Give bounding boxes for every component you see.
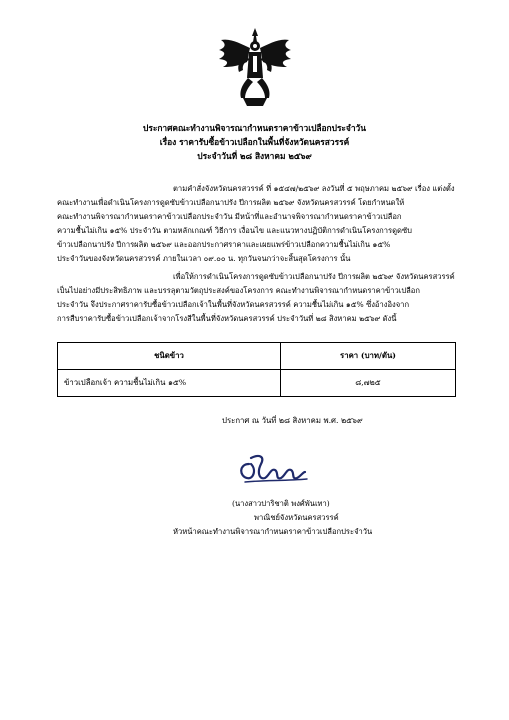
document-title: ประกาศคณะทำงานพิจารณากำหนดราคาข้าวเปลือกประจำวัน	[143, 123, 366, 133]
header-rice-type: ชนิดข้าว	[58, 343, 281, 370]
paragraph-line: ประจำวันของจังหวัดนครสวรรค์ ภายในเวลา ๐๙.๐๐ น. ทุกวันจนกว่าจะสิ้นสุดโครงการ นั้น	[57, 254, 351, 263]
paragraph-reference	[57, 182, 457, 266]
price-table	[57, 342, 456, 397]
paragraph-line: ตามคำสั่งจังหวัดนครสวรรค์ ที่ ๑๕๔๗/๒๕๖๙ ลงวันที่ ๕ พฤษภาคม ๒๕๖๙ เรื่อง แต่งตั้ง	[173, 184, 455, 193]
header-price: ราคา (บาท/ตัน)	[281, 343, 456, 370]
paragraph-line: เป็นไปอย่างมีประสิทธิภาพ และบรรลุตามวัตถุประสงค์ของโครงการ คณะทำงานพิจารณากำหนดราคาข้าวเปลือก	[57, 286, 420, 295]
signer-name: (นางสาวปาริชาติ พงศ์พันเทา)	[232, 499, 330, 508]
cell-rice-type: ข้าวเปลือกเจ้า ความชื้นไม่เกิน ๑๕%	[58, 370, 281, 397]
announcement-date: ประกาศ ณ วันที่ ๒๘ สิงหาคม พ.ศ. ๒๕๖๙	[222, 416, 363, 425]
table-row	[58, 370, 456, 397]
paragraph-announcement	[57, 270, 457, 326]
document-date: ประจำวันที่ ๒๘ สิงหาคม ๒๕๖๙	[197, 151, 312, 161]
paragraph-line: การสืบราคารับซื้อข้าวเปลือกเจ้าจากโรงสีในพื้นที่จังหวัดนครสวรรค์ ประจำวันที่ ๒๘ สิงหาคม ๒๕๖๙ ดังนี้	[57, 314, 397, 323]
document-subject: เรื่อง ราคารับซื้อข้าวเปลือกในพื้นที่จังหวัดนครสวรรค์	[159, 137, 350, 147]
cell-price: ๘,๗๒๕	[281, 370, 456, 397]
signer-position: พาณิชย์จังหวัดนครสวรรค์	[254, 513, 339, 522]
garuda-emblem-icon	[213, 26, 297, 110]
paragraph-line: ข้าวเปลือกนาปรัง ปีการผลิต ๒๕๖๙ และออกประกาศราคาและเผยแพร่ข้าวเปลือกความชื้นไม่เกิน ๑๕%	[57, 240, 391, 249]
paragraph-line: คณะทำงานเพื่อดำเนินโครงการดูดซับข้าวเปลือกนาปรัง ปีการผลิต ๒๕๖๙ จังหวัดนครสวรรค์ โดยกำหนดให้	[57, 198, 405, 207]
paragraph-line: ประจำวัน จึงประกาศราคารับซื้อข้าวเปลือกเจ้าในพื้นที่จังหวัดนครสวรรค์ ความชื้นไม่เกิน ๑๕% ซึ่งอ้างอิงจาก	[57, 300, 410, 309]
paragraph-line: คณะทำงานพิจารณากำหนดราคาข้าวเปลือกประจำวัน มีหน้าที่และอำนาจพิจารณากำหนดราคาข้าวเปลือก	[57, 212, 402, 221]
paragraph-line: เพื่อให้การดำเนินโครงการดูดซับข้าวเปลือกนาปรัง ปีการผลิต ๒๕๖๙ จังหวัดนครสวรรค์	[173, 272, 455, 281]
paragraph-line: ความชื้นไม่เกิน ๑๕% ประจำวัน ตามหลักเกณฑ์ วิธีการ เงื่อนไข และแนวทางปฏิบัติการดำเนินโครงการดูดซับ	[57, 226, 412, 235]
table-header-row	[58, 343, 456, 370]
handwritten-signature	[235, 450, 315, 490]
signer-role: หัวหน้าคณะทำงานพิจารณากำหนดราคาข้าวเปลือกประจำวัน	[173, 527, 373, 536]
